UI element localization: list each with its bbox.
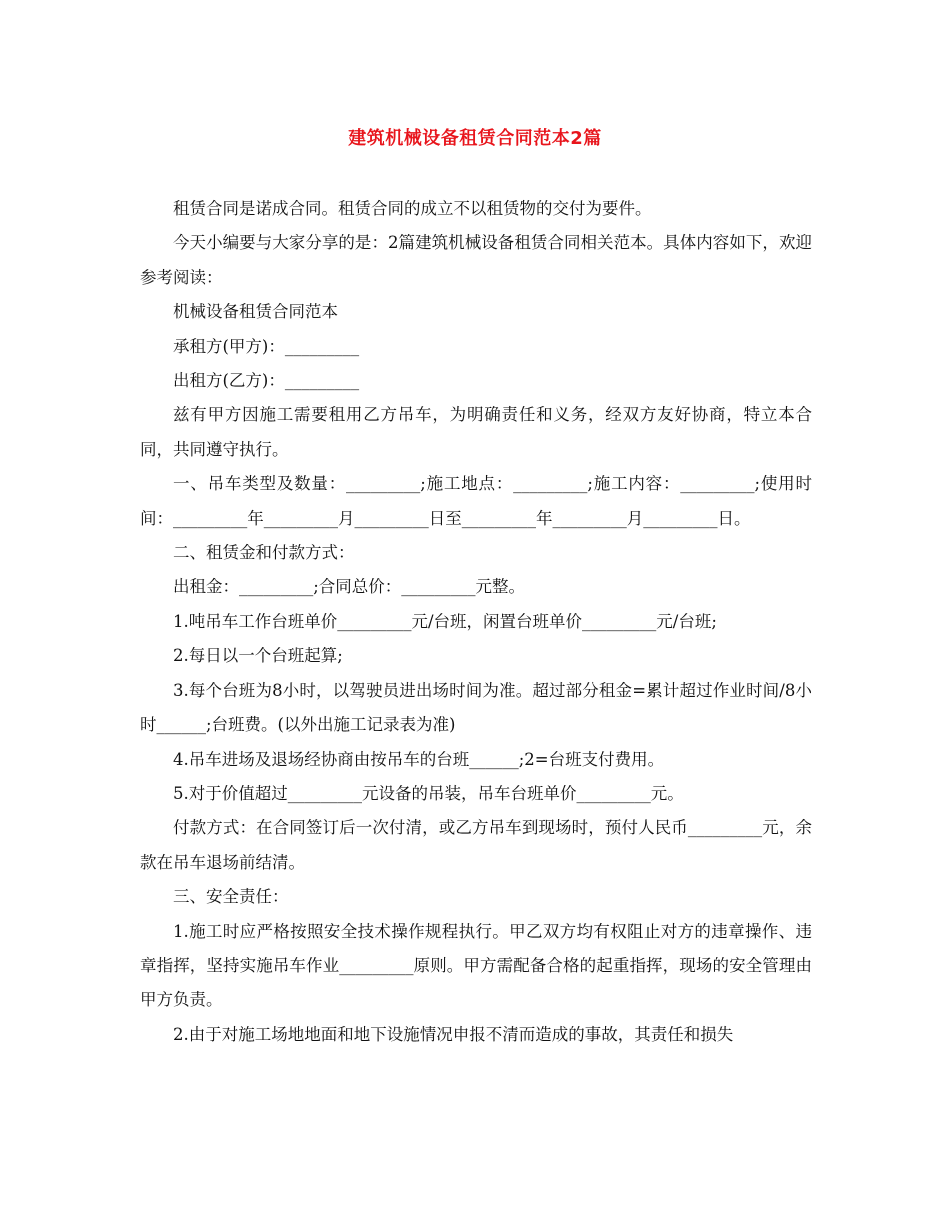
paragraph-section-2-heading: 二、租赁金和付款方式： — [173, 543, 355, 563]
document-title: 建筑机械设备租赁合同范本2篇 — [348, 128, 602, 149]
paragraph-subtitle: 机械设备租赁合同范本 — [173, 302, 338, 322]
paragraph-item-5: 5.对于价值超过_________元设备的吊装，吊车台班单价_________元。 — [173, 783, 684, 803]
paragraph-safety-2: 2.由于对施工场地地面和地下设施情况申报不清而造成的事故，其责任和损失 — [173, 1024, 734, 1044]
paragraph-item-1: 1.吨吊车工作台班单价_________元/台班，闲置台班单价_________元/台班; — [173, 611, 717, 631]
paragraph-section-1: 一、吊车类型及数量：_________;施工地点：_________;施工内容：_________;使用时间：_________年_________月_________日至_________年_________月_________日。 — [140, 474, 812, 528]
paragraph-item-3: 3.每个台班为8小时，以驾驶员进出场时间为准。超过部分租金=累计超过作业时间/8小时______;台班费。(以外出施工记录表为准) — [140, 680, 812, 735]
paragraph-intro: 租赁合同是诺成合同。租赁合同的成立不以租赁物的交付为要件。 — [173, 199, 652, 218]
paragraph-section-3-heading: 三、安全责任： — [173, 887, 289, 907]
paragraph-share: 今天小编要与大家分享的是：2篇建筑机械设备租赁合同相关范本。具体内容如下，欢迎参考阅读： — [140, 233, 812, 287]
paragraph-rent: 出租金：_________;合同总价：_________元整。 — [173, 577, 526, 597]
paragraph-lessee: 承租方(甲方)：_________ — [173, 336, 360, 356]
paragraph-payment: 付款方式：在合同签订后一次付清，或乙方吊车到现场时，预付人民币_________元，余款在吊车退场前结清。 — [140, 818, 812, 872]
paragraph-preamble: 兹有甲方因施工需要租用乙方吊车，为明确责任和义务，经双方友好协商，特立本合同，共同遵守执行。 — [140, 405, 812, 459]
paragraph-item-2: 2.每日以一个台班起算; — [173, 646, 343, 666]
document-body — [140, 192, 812, 1052]
paragraph-item-4: 4.吊车进场及退场经协商由按吊车的台班______;2=台班支付费用。 — [173, 749, 665, 769]
paragraph-safety-1: 1.施工时应严格按照安全技术操作规程执行。甲乙双方均有权阻止对方的违章操作、违章指挥，坚持实施吊车作业_________原则。甲方需配备合格的起重指挥，现场的安全管理由甲方负责。 — [140, 921, 812, 1010]
paragraph-lessor: 出租方(乙方)：_________ — [173, 371, 360, 391]
